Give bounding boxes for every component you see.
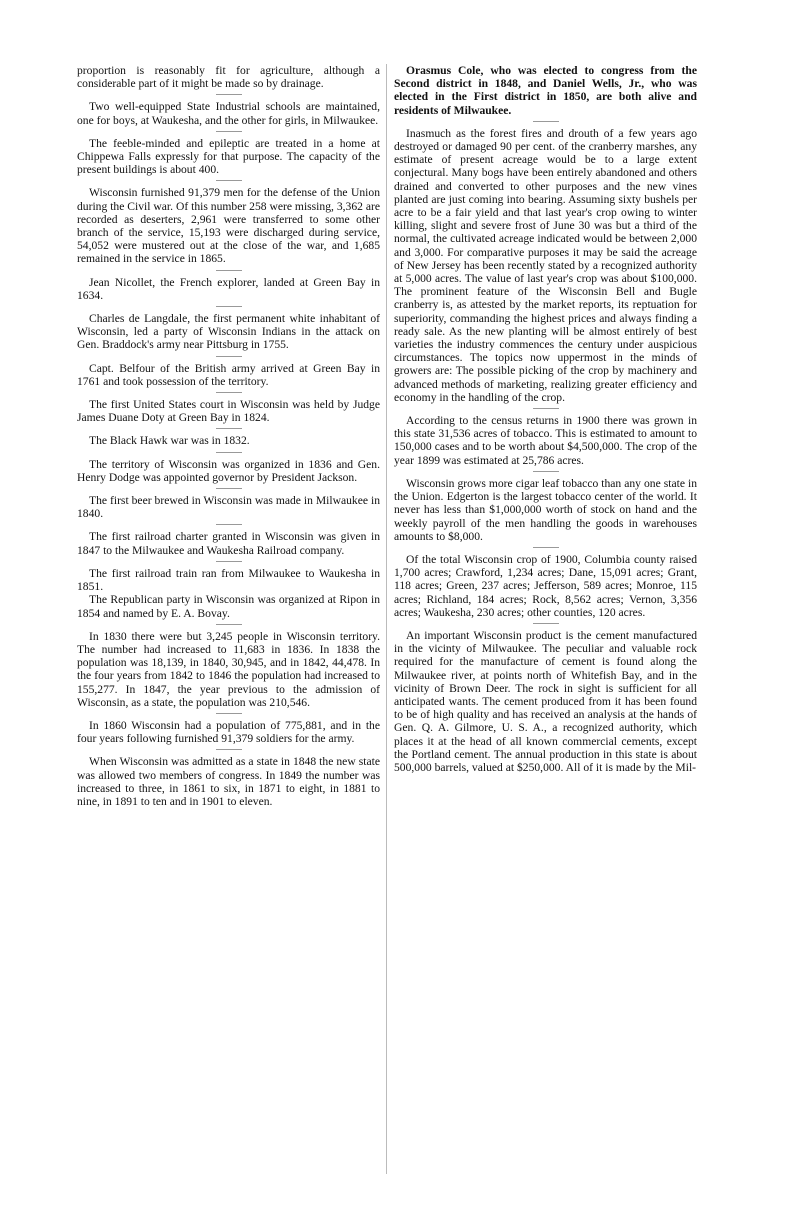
paragraph-black-hawk: The Black Hawk war was in 1832. [89, 434, 250, 448]
separator [216, 131, 242, 132]
separator [216, 306, 242, 307]
separator [216, 624, 242, 625]
separator [216, 524, 242, 525]
paragraph-territory: The territory of Wisconsin was organized in 1836 and Gen. Henry Dodge was appointed governor by President Jackson. [77, 457, 380, 484]
separator [533, 471, 559, 472]
paragraph-congress-members: When Wisconsin was admitted as a state in 1848 the new state was allowed two members of congress. In 1849 the number was increased to three, in 1861 to six, in 1871 to eight, in 1881 to nine, in 1891 to ten and in 1901 to eleven. [77, 755, 380, 808]
paragraph-county-crops: Of the total Wisconsin crop of 1900, Columbia county raised 1,700 acres; Crawford, 1,234 acres; Dane, 15,091 acres; Grant, 118 acres; Green, 237 acres; Jefferson, 589 acres; Monroe, 115 acres; Richland, 184 acres; Rock, 8,562 acres; Vernon, 3,356 acres; Waukesha, 230 acres; other counties, 120 acres. [394, 552, 697, 619]
separator [216, 356, 242, 357]
separator [216, 392, 242, 393]
paragraph-tobacco-census: According to the census returns in 1900 there was grown in this state 31,536 acres of tobacco. This is estimated to amount to 150,000 cases and to be worth about $4,500,000. The crop of the year 1899 was estimated at 25,786 acres. [394, 414, 697, 467]
paragraph-first-court: The first United States court in Wisconsin was held by Judge James Duane Doty at Green Bay in 1824. [77, 398, 380, 425]
separator [216, 452, 242, 453]
left-column [77, 64, 380, 808]
separator [216, 713, 242, 714]
paragraph-nicollet: Jean Nicollet, the French explorer, landed at Green Bay in 1634. [77, 275, 380, 302]
paragraph-feeble-minded: The feeble-minded and epileptic are treated in a home at Chippewa Falls expressly for that purpose. The capacity of the present buildings is about 400. [77, 136, 380, 177]
right-column [394, 64, 697, 774]
separator [216, 180, 242, 181]
separator [216, 428, 242, 429]
paragraph-orasmus-cole: Orasmus Cole, who was elected to congress from the Second district in 1848, and Daniel Wells, Jr., who was elected in the First district in 1850, are both alive and residents of Milwaukee. [394, 64, 697, 117]
separator [533, 121, 559, 122]
paragraph-industrial-schools: Two well-equipped State Industrial schools are maintained, one for boys, at Waukesha, and the other for girls, in Milwaukee. [77, 100, 380, 127]
separator [216, 270, 242, 271]
paragraph-population-1860: In 1860 Wisconsin had a population of 775,881, and in the four years following furnished 91,379 soldiers for the army. [77, 718, 380, 746]
separator [533, 623, 559, 624]
paragraph-civil-war: Wisconsin furnished 91,379 men for the defense of the Union during the Civil war. Of this number 258 were missing, 3,362 are recorded as deserters, 2,961 were transferred to some other branch of the service, 15,193 were discharged during service, 54,052 were mustered out at the close of the war, and 1,685 remained in the service in 1865. [77, 186, 380, 266]
paragraph-first-beer: The first beer brewed in Wisconsin was made in Milwaukee in 1840. [77, 494, 380, 521]
paragraph-agriculture: proportion is reasonably fit for agriculture, although a considerable part of it might be made so by drainage. [77, 64, 380, 91]
separator [216, 749, 242, 750]
paragraph-first-train: The first railroad train ran from Milwaukee to Waukesha in 1851. [77, 566, 380, 594]
paragraph-belfour: Capt. Belfour of the British army arrived at Green Bay in 1761 and took possession of the territory. [77, 361, 380, 388]
column-divider [386, 64, 387, 1174]
separator [533, 547, 559, 548]
paragraph-langdale: Charles de Langdale, the first permanent white inhabitant of Wisconsin, led a party of Wisconsin Indians in the attack on Gen. Braddock's army near Pittsburg in 1755. [77, 312, 380, 352]
paragraph-cement: An important Wisconsin product is the cement manufactured in the vicinty of Milwaukee. The peculiar and valuable rock required for the manufacture of cement is found along the Milwaukee river, at points north of Whitefish Bay, and in the vicinity of Brown Deer. The rock in sight is sufficient for all anticipated wants. The cement produced from it has been found to be of high quality and has received an analysis at the hands of Gen. Q. A. Gilmore, U. S. A., a recognized authority, which places it at the head of all known commercial cements, except the Portland cement. The annual production in this state is about 500,000 barrels, valued at $250,000. All of it is made by the Mil- [394, 628, 697, 774]
paragraph-republican-party: The Republican party in Wisconsin was organized at Ripon in 1854 and named by E. A. Bovay. [77, 593, 380, 620]
paragraph-railroad-charter: The first railroad charter granted in Wisconsin was given in 1847 to the Milwaukee and Waukesha Railroad company. [77, 530, 380, 557]
paragraph-population-1830: In 1830 there were but 3,245 people in Wisconsin territory. The number had increased to 11,683 in 1836. In 1838 the population was 18,139, in 1840, 30,945, and in 1842, 44,478. In the four years from 1842 to 1846 the population had increased to 155,277. In 1847, the year previous to the admission of Wisconsin, as a state, the population was 210,546. [77, 629, 380, 709]
paragraph-cranberry: Inasmuch as the forest fires and drouth of a few years ago destroyed or damaged 90 per cent. of the cranberry marshes, any estimate of present acreage would be to a large extent conjectural. Many bogs have been entirely abandoned and others drained and converted to other purposes and the new vines planted are just coming into bearing. Assuming sixty bushels per acre to be a fair yield and that last year's crop owing to winter killing, slight and severe frost of June 30 was but a third of the normal, the cultivated acreage indicated would be between 2,000 and 3,000. For comparative purposes it may be said the acreage of New Jersey has been recently stated by a recognized authority at 5,000 acres. The value of last year's crop was about $100,000. The prominent feature of the Wisconsin Bell and Bugle cranberry is, as attested by the market reports, its reptuation for superiority, commanding the highest prices and always finding a ready sale. As the new planting will be almost entirely of best varieties the industry commences the century under auspicious circumstances. The topics now uppermost in the minds of growers are: The possible picking of the crop by machinery and advanced methods of marketing, realizing greater efficiency and economy in the handling of the crop. [394, 126, 697, 404]
separator [216, 561, 242, 562]
separator [216, 94, 242, 95]
separator [216, 488, 242, 489]
separator [533, 408, 559, 409]
paragraph-cigar-leaf: Wisconsin grows more cigar leaf tobacco than any one state in the Union. Edgerton is the largest tobacco center of the world. It never has less than $1,000,000 worth of stock on hand and the weekly payroll of the men handling the goods in warehouses amounts to $8,000. [394, 476, 697, 543]
